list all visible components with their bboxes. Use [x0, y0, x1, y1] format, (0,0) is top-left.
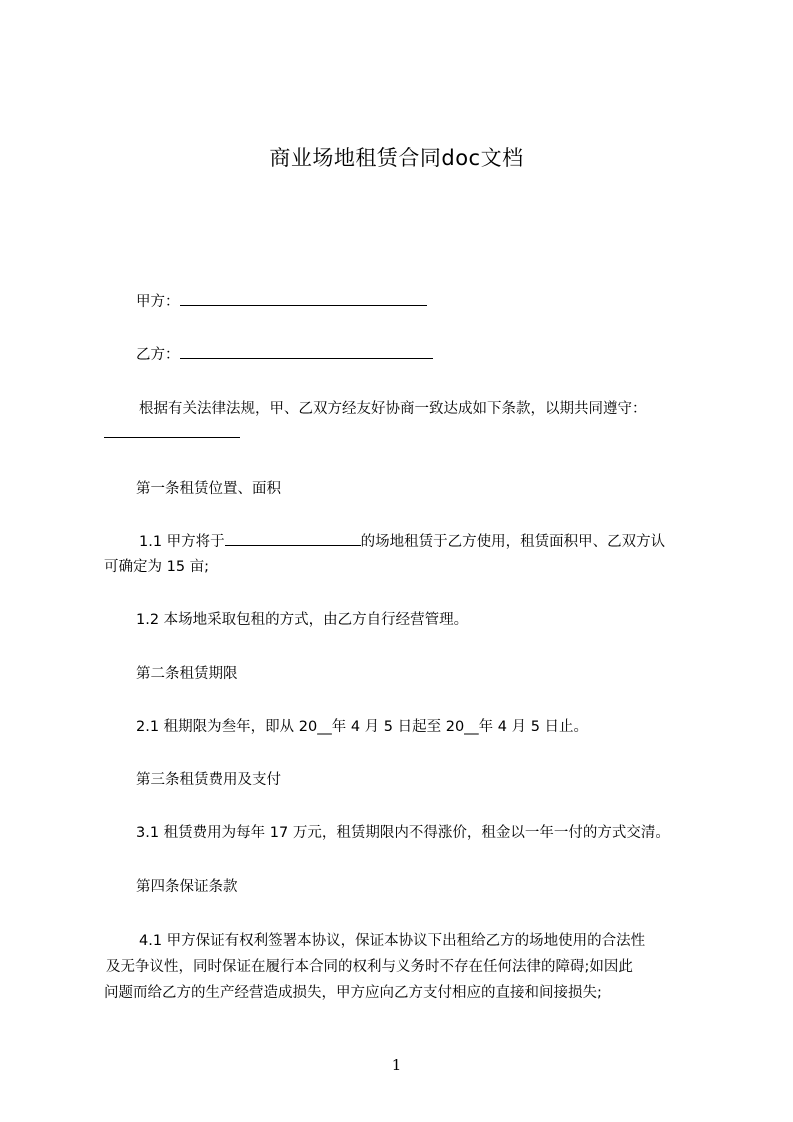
article-3-heading: 第三条租赁费用及支付 — [136, 772, 281, 788]
document-title: 商业场地租赁合同doc文档 — [269, 146, 524, 170]
page-number: 1 — [391, 1056, 402, 1074]
clause-1-1-end: 的场地租赁于乙方使用，租赁面积甲、乙双方认 — [360, 534, 666, 550]
clause-1-2: 1.2 本场地采取包租的方式，由乙方自行经营管理。 — [136, 612, 469, 628]
intro-blank — [104, 423, 240, 438]
clause-3-1: 3.1 租赁费用为每年 17 万元，租赁期限内不得涨价，租金以一年一付的方式交清。 — [136, 825, 670, 841]
article-1-heading: 第一条租赁位置、面积 — [136, 481, 281, 497]
party-b-blank — [180, 344, 433, 359]
intro-blank-line — [104, 423, 240, 444]
article-2-heading: 第二条租赁期限 — [136, 666, 238, 682]
party-a-label: 甲方： — [136, 294, 180, 310]
clause-4-1-line-1: 4.1 甲方保证有权利签署本协议，保证本协议下出租给乙方的场地使用的合法性 — [139, 933, 646, 949]
party-b-line — [136, 344, 433, 365]
location-blank — [225, 531, 361, 546]
clause-1-1-line-1 — [139, 531, 665, 552]
party-a-line — [136, 291, 427, 312]
article-4-heading: 第四条保证条款 — [136, 879, 238, 895]
clause-1-1-start: 1.1 甲方将于 — [139, 534, 225, 550]
party-b-label: 乙方： — [136, 347, 180, 363]
clause-2-1: 2.1 租期限为叁年，即从 20__年 4 月 5 日起至 20__年 4 月 5 日止。 — [136, 719, 589, 735]
clause-4-1-line-3: 问题而给乙方的生产经营造成损失，甲方应向乙方支付相应的直接和间接损失; — [104, 985, 602, 1001]
intro-paragraph: 根据有关法律法规，甲、乙双方经友好协商一致达成如下条款，以期共同遵守： — [139, 401, 647, 417]
party-a-blank — [180, 291, 427, 306]
clause-4-1-line-2: 及无争议性，同时保证在履行本合同的权利与义务时不存在任何法律的障碍;如因此 — [106, 959, 633, 975]
clause-1-1-line-2: 可确定为 15 亩; — [104, 559, 210, 575]
